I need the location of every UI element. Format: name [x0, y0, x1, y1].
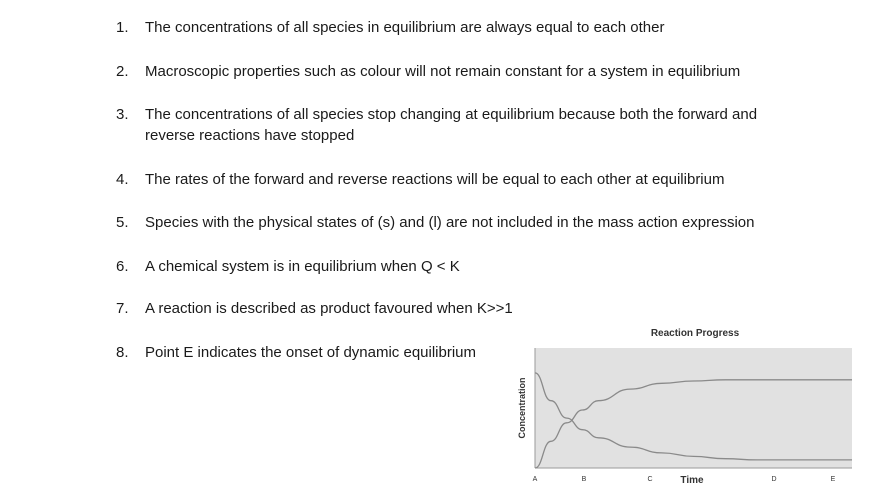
chart-svg	[512, 322, 862, 492]
question-text: Macroscopic properties such as colour will not remain constant for a system in equilibrium	[145, 63, 741, 80]
question-number: 7.	[116, 300, 129, 317]
question-text: Species with the physical states of (s) and (l) are not included in the mass action expression	[145, 214, 755, 231]
question-number: 5.	[116, 214, 129, 231]
question-number: 2.	[116, 63, 129, 80]
reaction-progress-chart	[512, 322, 862, 492]
question-text: The concentrations of all species stop changing at equilibrium because both the forward and	[145, 106, 758, 123]
question-text: Point E indicates the onset of dynamic equilibrium	[145, 344, 477, 361]
point-label-c: C	[647, 476, 653, 483]
question-number: 4.	[116, 171, 129, 188]
question-text-continued: reverse reactions have stopped	[145, 127, 355, 144]
point-label-d: D	[771, 476, 777, 483]
x-axis-label: Time	[680, 475, 704, 486]
chart-title: Reaction Progress	[650, 328, 740, 339]
question-number: 6.	[116, 258, 129, 275]
question-number: 8.	[116, 344, 129, 361]
question-text: The concentrations of all species in equilibrium are always equal to each other	[145, 19, 665, 36]
chart-plot-area	[535, 348, 852, 468]
question-text: The rates of the forward and reverse reactions will be equal to each other at equilibrium	[145, 171, 725, 188]
y-axis-label: Concentration	[517, 377, 527, 439]
question-number: 1.	[116, 19, 129, 36]
question-text: A reaction is described as product favoured when K>>1	[145, 300, 513, 317]
question-number: 3.	[116, 106, 129, 123]
point-label-a: A	[532, 476, 538, 483]
point-label-e: E	[830, 476, 836, 483]
point-label-b: B	[581, 476, 587, 483]
question-text: A chemical system is in equilibrium when Q < K	[145, 258, 460, 275]
